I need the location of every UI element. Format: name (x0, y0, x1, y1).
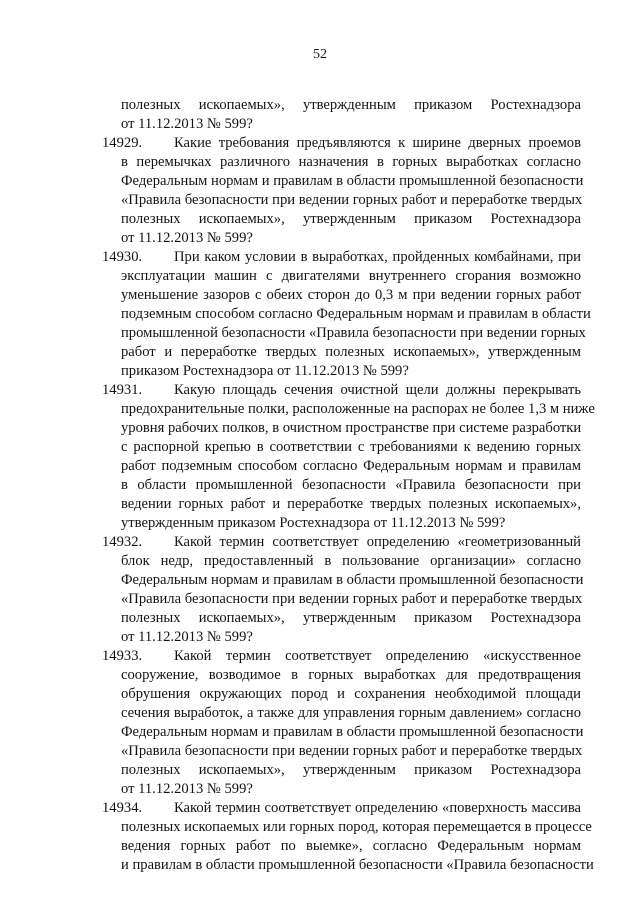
question-number: 14929. (102, 135, 143, 151)
text-line: приказом Ростехнадзора от 11.12.2013 № 599? (121, 363, 409, 379)
text-line: от 11.12.2013 № 599? (121, 781, 253, 797)
text-line: промышленной безопасности «Правила безопасности при ведении горных (121, 325, 586, 341)
text-line: При каком условии в выработках, пройденных комбайнами, при (174, 249, 581, 265)
text-line: полезных ископаемых», утвержденным приказом Ростехнадзора (121, 762, 581, 778)
text-line: от 11.12.2013 № 599? (121, 230, 253, 246)
text-line: обрушения окружающих пород и сохранения необходимой площади (121, 686, 581, 702)
text-line: уровня рабочих полков, в очистном пространстве при системе разработки (121, 420, 582, 436)
text-line: Федеральным нормам и правилам в области промышленной безопасности (121, 572, 584, 588)
text-line: от 11.12.2013 № 599? (121, 116, 253, 132)
text-line: сооружение, возводимое в горных выработках для предотвращения (121, 667, 581, 683)
text-line: блок недр, предоставленный в пользование организации» согласно (121, 553, 581, 569)
text-line: от 11.12.2013 № 599? (121, 629, 253, 645)
question-number: 14931. (102, 382, 143, 398)
text-line: работ и переработке твердых полезных ископаемых», утвержденным (121, 344, 581, 360)
text-line: Какой термин соответствует определению «поверхность массива (174, 800, 581, 816)
text-line: Какую площадь сечения очистной щели должны перекрывать (174, 382, 581, 398)
text-line: подземным способом согласно Федеральным нормам и правилам в области (121, 306, 591, 322)
text-line: полезных ископаемых», утвержденным приказом Ростехнадзора (121, 211, 581, 227)
text-line: «Правила безопасности при ведении горных работ и переработке твердых (121, 192, 583, 208)
text-line: Федеральным нормам и правилам в области промышленной безопасности (121, 173, 584, 189)
text-line: сечения выработок, а также для управления горным давлением» согласно (121, 705, 581, 721)
text-line: ведении горных работ и переработке твердых полезных ископаемых», (121, 496, 581, 512)
text-line: работ подземным способом согласно Федеральным нормам и правилам (121, 458, 581, 474)
text-line: полезных ископаемых», утвержденным приказом Ростехнадзора (121, 610, 581, 626)
question-number: 14930. (102, 249, 143, 265)
page-number: 52 (313, 47, 327, 62)
text-line: полезных ископаемых», утвержденным приказом Ростехнадзора (121, 97, 581, 113)
text-line: полезных ископаемых или горных пород, которая перемещается в процессе (121, 819, 592, 835)
text-line: Федеральным нормам и правилам в области промышленной безопасности (121, 724, 584, 740)
question-number: 14934. (102, 800, 143, 816)
question-number: 14932. (102, 534, 143, 550)
text-line: ведения горных работ по выемке», согласно Федеральным нормам (121, 838, 581, 854)
text-line: Какой термин соответствует определению «искусственное (174, 648, 581, 664)
text-line: уменьшение зазоров с обеих сторон до 0,3 м при ведении горных работ (121, 287, 581, 303)
text-line: и правилам в области промышленной безопасности «Правила безопасности (121, 857, 594, 873)
text-line: в области промышленной безопасности «Правила безопасности при (121, 477, 581, 493)
text-line: Какой термин соответствует определению «геометризованный (174, 534, 581, 550)
text-line: утвержденным приказом Ростехнадзора от 11.12.2013 № 599? (121, 515, 506, 531)
text-line: предохранительные полки, расположенные на распорах не более 1,3 м ниже (121, 401, 595, 417)
question-number: 14933. (102, 648, 143, 664)
text-line: Какие требования предъявляются к ширине дверных проемов (174, 135, 581, 151)
text-line: в перемычках различного назначения в горных выработках согласно (121, 154, 581, 170)
text-line: с распорной крепью в соответствии с требованиями к ведению горных (121, 439, 581, 455)
text-line: эксплуатации машин с двигателями внутреннего сгорания возможно (121, 268, 581, 284)
text-line: «Правила безопасности при ведении горных работ и переработке твердых (121, 743, 583, 759)
text-line: «Правила безопасности при ведении горных работ и переработке твердых (121, 591, 583, 607)
